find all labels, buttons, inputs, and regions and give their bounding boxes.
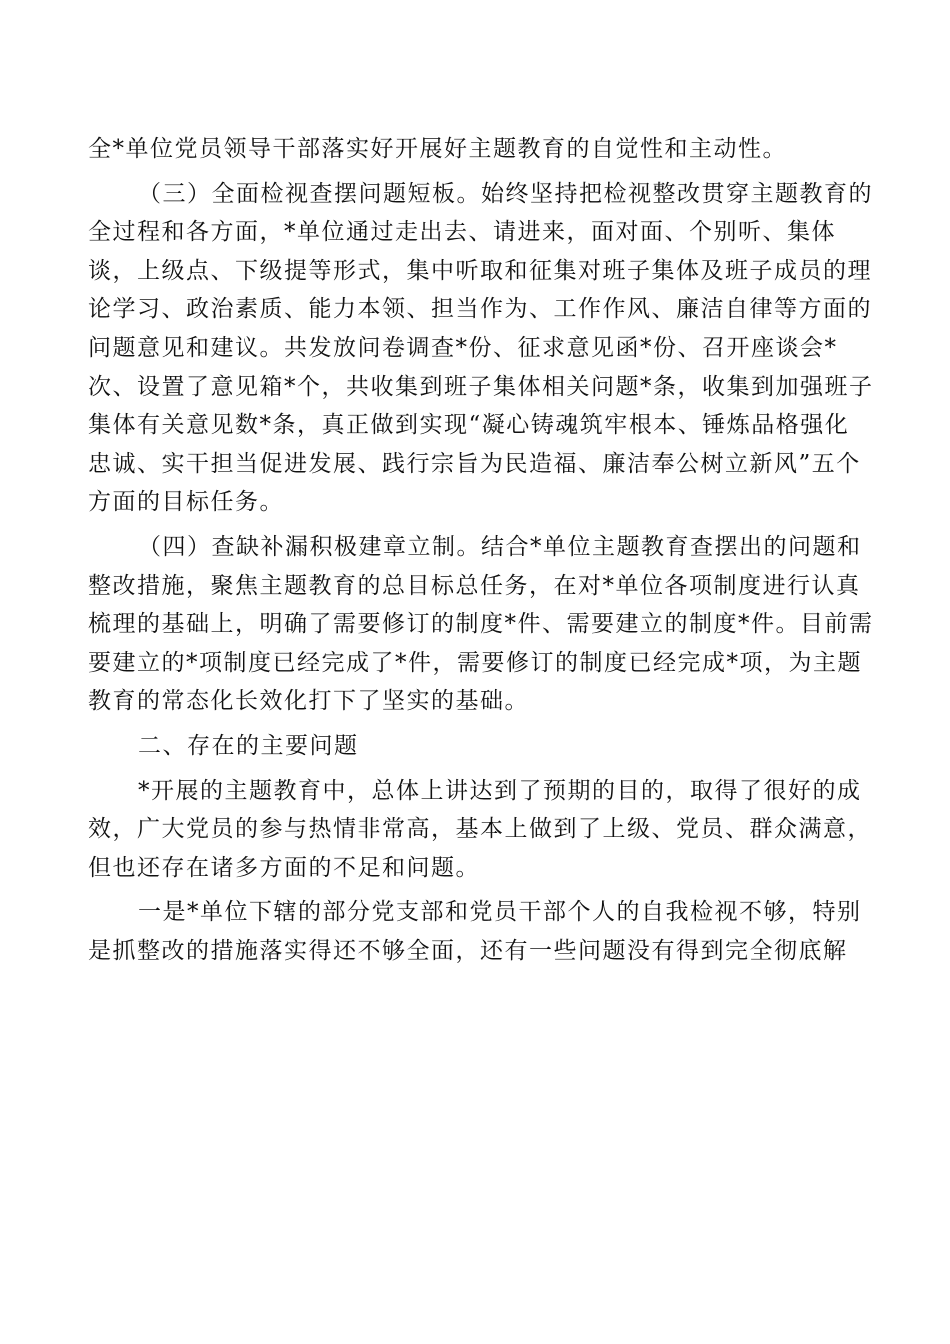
section-title: 二、存在的主要问题	[138, 732, 359, 759]
paragraph-line: 要建立的*项制度已经完成了*件，需要修订的制度已经完成*项，为主题	[88, 649, 862, 676]
paragraph-line: 论学习、政治素质、能力本领、担当作为、工作作风、廉洁自律等方面的	[88, 296, 872, 323]
paragraph-line: 集体有关意见数*条，真正做到实现“凝心铸魂筑牢根本、锤炼品格强化	[88, 412, 850, 439]
paragraph-line: 方面的目标任务。	[88, 489, 284, 516]
paragraph-line: 全过程和各方面，*单位通过走出去、请进来，面对面、个别听、集体	[88, 219, 836, 246]
section-heading-four: （四）查缺补漏积极建章立制。结合*单位主题教育查摆出的问题和	[138, 533, 862, 560]
paragraph-line: *开展的主题教育中，总体上讲达到了预期的目的，取得了很好的成	[138, 777, 862, 804]
paragraph-line: 问题意见和建议。共发放问卷调查*份、征求意见函*份、召开座谈会*	[88, 334, 838, 361]
paragraph-line: 是抓整改的措施落实得还不够全面，还有一些问题没有得到完全彻底解	[88, 937, 848, 964]
paragraph-line: 梳理的基础上，明确了需要修订的制度*件、需要建立的制度*件。目前需	[88, 611, 874, 638]
paragraph-line: 整改措施，聚焦主题教育的总目标总任务，在对*单位各项制度进行认真	[88, 572, 861, 599]
section-heading-three: （三）全面检视查摆问题短板。始终坚持把检视整改贯穿主题教育的	[138, 180, 873, 207]
paragraph-line: 全*单位党员领导干部落实好开展好主题教育的自觉性和主动性。	[88, 136, 787, 162]
paragraph-line: 次、设置了意见箱*个，共收集到班子集体相关问题*条，收集到加强班子	[88, 373, 874, 400]
paragraph-line: 忠诚、实干担当促进发展、践行宗旨为民造福、廉洁奉公树立新风”五个	[88, 450, 861, 477]
paragraph-line: 效，广大党员的参与热情非常高，基本上做到了上级、党员、群众满意，	[88, 816, 872, 843]
paragraph-line: 教育的常态化长效化打下了坚实的基础。	[88, 688, 529, 715]
document-body	[88, 130, 874, 970]
paragraph-line: 谈，上级点、下级提等形式，集中听取和征集对班子集体及班子成员的理	[88, 257, 872, 284]
paragraph-line: 但也还存在诸多方面的不足和问题。	[88, 854, 480, 881]
paragraph-line: 一是*单位下辖的部分党支部和党员干部个人的自我检视不够，特别	[138, 899, 862, 926]
